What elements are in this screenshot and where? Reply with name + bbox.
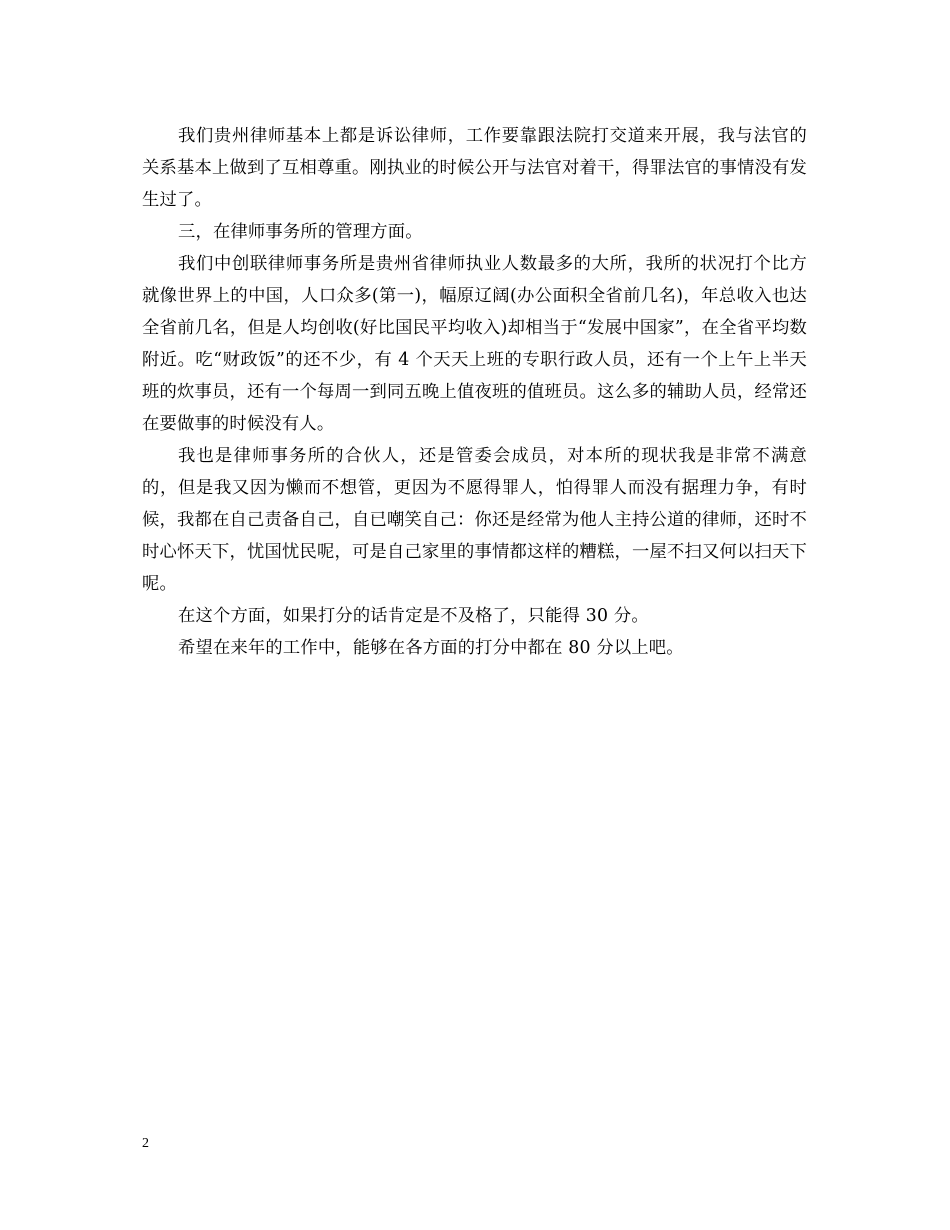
document-body bbox=[142, 120, 807, 664]
paragraph-next-year-goal: 希望在来年的工作中，能够在各方面的打分中都在 80 分以上吧。 bbox=[178, 638, 684, 658]
paragraph-firm-overview: 我们中创联律师事务所是贵州省律师执业人数最多的大所，我所的状况打个比方就像世界上的中国，人口众多(第一)，幅原辽阔(办公面积全省前几名)，年总收入也达全省前几名，但是人均创收(好比国民平均收入)却相当于“发展中国家”，在全省平均数附近。吃“财政饭”的还不少，有 4 个天天上班的专职行政人员，还有一个上午上半天班的炊事员，还有一个每周一到同五晚上值夜班的值班员。这么多的辅助人员，经常还在要做事的时候没有人。 bbox=[142, 254, 807, 434]
paragraph-lawyer-court-relations: 我们贵州律师基本上都是诉讼律师，工作要靠跟法院打交道来开展，我与法官的关系基本上做到了互相尊重。刚执业的时候公开与法官对着干，得罪法官的事情没有发生过了。 bbox=[142, 126, 807, 210]
paragraph-self-reflection: 我也是律师事务所的合伙人，还是管委会成员，对本所的现状我是非常不满意的，但是我又因为懒而不想管，更因为不愿得罪人，怕得罪人而没有据理力争，有时候，我都在自己责备自己，自已嘲笑自己：你还是经常为他人主持公道的律师，还时不时心怀天下，忧国忧民呢，可是自己家里的事情都这样的糟糕，一屋不扫又何以扫天下呢。 bbox=[142, 446, 807, 594]
paragraph-score: 在这个方面，如果打分的话肯定是不及格了，只能得 30 分。 bbox=[178, 606, 649, 626]
section-heading-firm-management: 三，在律师事务所的管理方面。 bbox=[178, 222, 423, 242]
page-number: 2 bbox=[142, 1136, 149, 1151]
